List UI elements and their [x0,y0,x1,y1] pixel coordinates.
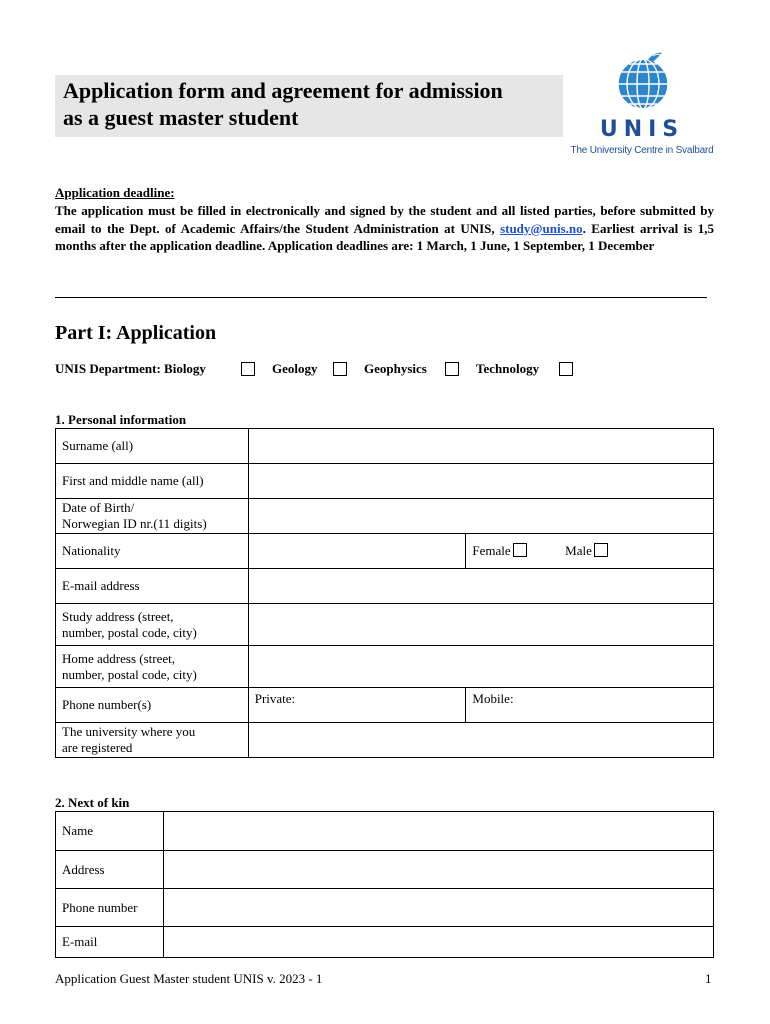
kin-email-label: E-mail [56,927,164,958]
email-label: E-mail address [56,569,249,604]
part1-title: Part I: Application [55,322,217,344]
department-label: UNIS Department: Biology [55,361,206,376]
home-address-field[interactable] [248,646,713,688]
table-row [56,688,714,723]
dob-label-line1: Date of Birth/ [62,500,135,515]
logo-subtitle: The University Centre in Svalbard [570,145,714,156]
geophysics-checkbox[interactable] [445,362,459,376]
table-row [56,723,714,758]
geology-label: Geology [272,361,318,376]
table-row [56,646,714,688]
table-row [56,851,714,889]
private-phone-field[interactable]: Private: [248,688,466,723]
mobile-phone-field[interactable]: Mobile: [466,688,714,723]
female-checkbox[interactable] [513,543,527,557]
home-address-line2: number, postal code, city) [62,666,197,682]
deadline-text-part2: . Earliest arrival is 1,5 months after the application deadline. Application deadlines are: 1 March, 1 June, 1 September, 1 December [55,220,714,253]
university-label-line2: are registered [62,740,133,755]
deadline-heading: Application deadline: [55,185,175,200]
next-of-kin-heading: 2. Next of kin [55,795,130,810]
table-row [56,604,714,646]
table-row [56,812,714,851]
kin-name-label: Name [56,812,164,851]
male-label: Male [565,543,592,558]
university-label [56,723,249,758]
kin-name-field[interactable] [163,812,713,851]
personal-info-heading: 1. Personal information [55,412,187,427]
home-address-line1: Home address (street, [62,650,175,666]
table-row [56,569,714,604]
kin-phone-label: Phone number [56,889,164,927]
document-title-line1: Application form and agreement for admission [63,78,503,103]
geophysics-label: Geophysics [364,361,427,376]
study-address-line2: number, postal code, city) [62,624,197,640]
dob-field[interactable] [248,499,713,534]
nationality-label: Nationality [56,534,249,569]
table-row [56,927,714,958]
phone-label: Phone number(s) [56,688,249,723]
technology-label: Technology [476,361,540,376]
biology-checkbox[interactable] [241,362,255,376]
unis-logo [556,50,728,160]
kin-address-field[interactable] [163,851,713,889]
globe-icon [612,50,674,112]
logo-text: UNIS [599,117,685,142]
table-row [56,464,714,499]
home-address-label [56,646,249,688]
email-link[interactable]: study@unis.no [500,220,583,236]
kin-address-label: Address [56,851,164,889]
table-row [56,889,714,927]
female-label: Female [472,543,511,558]
gender-cell [466,534,714,569]
surname-label: Surname (all) [56,429,249,464]
study-address-label [56,604,249,646]
first-name-label: First and middle name (all) [56,464,249,499]
deadline-text-part1: The application must be filled in electronically and signed by the student and all listed parties, before submitted by email to the Dept. of Academic Affairs/the Student Administration at UNIS, [55,203,714,236]
geology-checkbox[interactable] [333,362,347,376]
personal-info-table [55,428,714,758]
nationality-field[interactable] [248,534,466,569]
study-address-field[interactable] [248,604,713,646]
table-row [56,534,714,569]
footer-text: Application Guest Master student UNIS v. 2023 - 1 [55,971,323,986]
page-number: 1 [705,971,712,986]
next-of-kin-table [55,811,714,958]
title-box [55,75,563,137]
horizontal-rule [55,297,707,298]
kin-email-field[interactable] [163,927,713,958]
email-field[interactable] [248,569,713,604]
dob-label [56,499,249,534]
study-address-line1: Study address (street, [62,608,174,624]
table-row [56,499,714,534]
surname-field[interactable] [248,429,713,464]
deadline-text [55,202,714,255]
technology-checkbox[interactable] [559,362,573,376]
dob-label-line2: Norwegian ID nr.(11 digits) [62,516,207,531]
document-title-line2: as a guest master student [63,105,299,130]
first-name-field[interactable] [248,464,713,499]
male-checkbox[interactable] [594,543,608,557]
kin-phone-field[interactable] [163,889,713,927]
table-row [56,429,714,464]
university-field[interactable] [248,723,713,758]
university-label-line1: The university where you [62,724,196,739]
